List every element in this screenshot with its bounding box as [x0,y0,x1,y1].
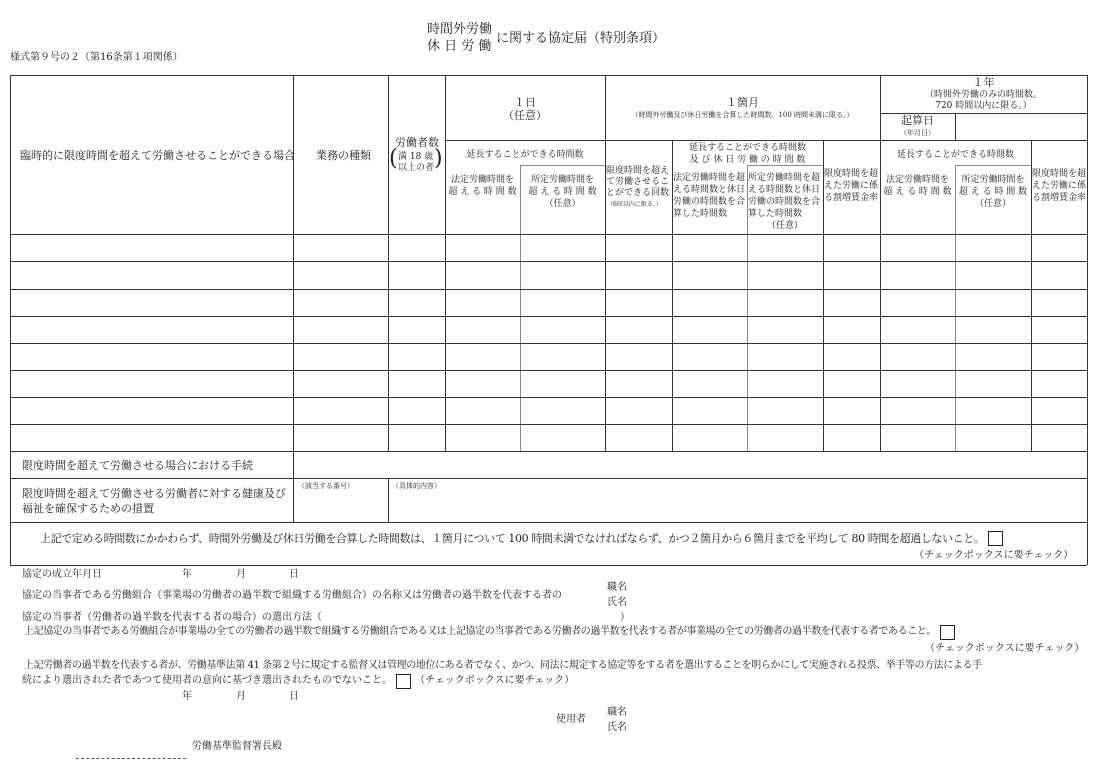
table-cell[interactable] [956,317,1031,343]
table-cell[interactable] [748,398,823,424]
title-line2: 休 日 労 働 [427,39,492,54]
table-cell[interactable] [956,262,1031,289]
table-cell[interactable] [673,371,747,397]
grid-line [10,565,1087,566]
table-cell[interactable] [606,425,672,451]
table-cell[interactable] [294,425,388,451]
confirm2-text: 続により選出された者であつて使用者の意向に基づき選出されたものでないこと。 [22,675,392,687]
month-label: 月 [236,569,246,580]
table-cell[interactable] [521,235,605,261]
table-cell[interactable] [673,344,747,370]
month-prescribed-header: 算した時間数 [748,209,803,219]
table-cell[interactable] [389,425,445,451]
table-cell[interactable] [881,371,955,397]
table-cell[interactable] [389,344,445,370]
day-prescribed-header: （任意） [544,199,581,209]
table-cell[interactable] [1032,344,1087,370]
table-cell[interactable] [521,290,605,316]
employer-label: 使用者 [556,714,586,725]
notice-text: 上記で定める時間数にかかわらず、時間外労働及び休日労働を合算した時間数は、１箇月について 100 時間未満でなければならず、かつ２箇月から６箇月までを平均して 80 時間を超過しないこと。 [40,531,985,545]
table-cell[interactable] [294,344,388,370]
table-cell[interactable] [748,371,823,397]
col-workers-header: 労働者数 [395,136,439,149]
table-cell[interactable] [824,290,880,316]
table-cell[interactable] [11,317,293,343]
table-cell[interactable] [606,317,672,343]
table-cell[interactable] [521,371,605,397]
table-cell[interactable] [389,371,445,397]
table-cell[interactable] [11,371,293,397]
year-subheader: （時間外労働のみの時間数。 [924,90,1042,100]
day-legal-header: 超 え る 時 間 数 [448,187,517,197]
col-work-type-header: 業務の種類 [316,149,371,162]
table-cell[interactable] [11,290,293,316]
table-cell[interactable] [748,235,823,261]
agreement-date-label: 協定の成立年月日 [22,569,102,580]
election-method-label: 協定の当事者（労働者の過半数を代表する者の場合）の選出方法（ [22,612,322,623]
confirm1-text: 上記協定の当事者である労働組合が事業場の全ての労働者の過半数で組織する労働組合である又は上記協定の当事者である労働者の過半数を代表する者が事業場の全ての労働者の過半数を代表する者であること。 [24,626,936,638]
health-label: 福祉を確保するための措置 [22,502,154,515]
month-times-header: て労働させるこ [606,177,670,187]
start-date-field[interactable] [956,114,1087,140]
month-extend-header: 及 び 休 日 労 働 の 時 間 数 [689,155,806,165]
table-cell[interactable] [446,398,520,424]
month-legal-header: 労働の時間数を合 [673,197,746,207]
year-prescribed-header: 所定労働時間を [961,175,1025,185]
month-times-header: 限度時間を超え [606,166,670,176]
paren-close: ) [434,146,443,171]
table-cell[interactable] [606,344,672,370]
confirm2-row [22,674,574,689]
table-cell[interactable] [748,344,823,370]
month-prescribed-header: える時間数と休日 [748,185,821,195]
health-label: 限度時間を超えて労働させる労働者に対する健康及び [22,487,286,500]
table-cell[interactable] [1032,371,1087,397]
table-cell[interactable] [11,398,293,424]
grid-line [955,165,1031,166]
month-header: １箇月 [726,96,759,109]
table-cell[interactable] [606,371,672,397]
title-line1: 時間外労働 [427,22,493,37]
month-legal-header: 法定労働時間を超 [673,173,746,183]
year-prescribed-header: （任意） [974,199,1011,209]
year-label: 年 [182,569,192,580]
year-header: １年 [972,76,995,89]
table-cell[interactable] [521,398,605,424]
table-cell[interactable] [389,235,445,261]
table-cell[interactable] [824,235,880,261]
confirm1-checkbox[interactable] [940,625,955,640]
table-cell[interactable] [1032,262,1087,289]
year-extend-header: 延長することができる時間数 [896,150,1014,160]
table-cell[interactable] [673,235,747,261]
table-cell[interactable] [824,262,880,289]
grid-line [388,478,389,522]
table-cell[interactable] [294,262,388,289]
table-cell[interactable] [294,235,388,261]
table-cell[interactable] [673,425,747,451]
day-header: １日 [514,96,536,109]
col-workers-note: 満 18 歳 [398,152,434,162]
month-prescribed-header: 所定労働時間を超 [748,173,821,183]
table-cell[interactable] [11,344,293,370]
year-prescribed-header: 超 え る 時 間 数 [958,187,1028,197]
table-cell[interactable] [11,425,293,451]
table-cell[interactable] [446,425,520,451]
notice-checkbox[interactable] [988,531,1003,546]
month-rate-header: えた労働に係 [824,181,879,191]
procedure-field[interactable] [294,452,1087,478]
grid-line [445,140,880,141]
grid-line [880,140,1087,141]
table-cell[interactable] [881,235,955,261]
table-cell[interactable] [673,317,747,343]
form-number: 様式第９号の２（第16条第１項関係） [10,52,183,63]
day-label: 日 [289,691,299,702]
day-prescribed-header: 超 え る 時 間 数 [528,187,597,197]
col-case-header: 臨時的に限度時間を超えて労働させることができる場合 [20,149,295,162]
confirm2-checkbox[interactable] [396,674,411,689]
union-position-label: 職名 [607,582,627,593]
table-cell[interactable] [956,290,1031,316]
start-date-note: （年月日） [900,129,935,137]
table-cell[interactable] [673,398,747,424]
year-subheader: 720 時間以内に限る。） [935,101,1032,111]
month-times-note: （6回以内に限る。） [607,201,662,208]
day-label: 日 [289,569,299,580]
grid-line [520,165,605,166]
year-rate-header: えた労働に係 [1032,181,1087,191]
election-method-close: ） [620,612,630,623]
table-cell[interactable] [956,344,1031,370]
paren-open: ( [389,146,398,171]
table-cell[interactable] [606,290,672,316]
table-cell[interactable] [881,290,955,316]
health-detail-field[interactable]: （具体的内容） [392,482,441,490]
start-date-label: 起算日 [901,114,934,127]
table-cell[interactable] [1032,425,1087,451]
month-legal-header: 算した時間数 [673,209,728,219]
table-cell[interactable] [294,371,388,397]
employer-position-label: 職名 [607,707,627,718]
col-workers-note: 以上の者 [398,163,435,173]
grid-line [1087,75,1088,565]
table-cell[interactable] [389,317,445,343]
table-cell[interactable] [521,425,605,451]
table-cell[interactable] [881,317,955,343]
procedure-label: 限度時間を超えて労働させる場合における手続 [22,459,253,472]
year-rate-header: 限度時間を超 [1032,169,1087,179]
table-cell[interactable] [956,371,1031,397]
month-rate-header: 限度時間を超 [824,169,879,179]
union-name-label: 氏名 [607,597,627,608]
year-legal-header: 法定労働時間を [885,175,949,185]
health-number-field[interactable]: （該当する番号） [298,482,354,490]
table-cell[interactable] [389,398,445,424]
table-cell[interactable] [389,290,445,316]
table-cell[interactable] [824,344,880,370]
table-cell[interactable] [748,317,823,343]
month-prescribed-header: （任意） [766,221,803,231]
table-cell[interactable] [521,317,605,343]
employer-name-label: 氏名 [607,722,627,733]
month-subheader: （時間外労働及び休日労働を合算した時間数。100 時間未満に限る。） [631,111,854,119]
month-extend-header: 延長することができる時間数 [688,143,806,153]
table-cell[interactable] [446,235,520,261]
table-cell[interactable] [1032,290,1087,316]
table-cell[interactable] [11,262,293,289]
grid-line [10,478,1087,479]
month-legal-header: える時間数と休日 [673,185,746,195]
table-cell[interactable] [824,371,880,397]
confirm1-check-note: （チェックボックスに要チェック） [925,643,1085,654]
table-cell[interactable] [294,398,388,424]
office-addressee: 労働基準監督署長殿 [192,741,282,752]
year-label: 年 [182,691,192,702]
table-cell[interactable] [606,262,672,289]
month-times-header: とができる回数 [606,188,670,198]
table-cell[interactable] [748,425,823,451]
confirm2-check-note: （チェックボックスに要チェック） [415,675,575,687]
month-prescribed-header: 労働の時間数を合 [748,197,821,207]
day-prescribed-header: 所定労働時間を [530,175,594,185]
year-legal-header: 超 え る 時 間 数 [883,187,952,197]
table-cell[interactable] [446,262,520,289]
table-cell[interactable] [956,235,1031,261]
table-cell[interactable] [881,262,955,289]
table-cell[interactable] [956,425,1031,451]
table-cell[interactable] [881,344,955,370]
table-cell[interactable] [673,290,747,316]
year-rate-header: る割増賃金率 [1032,193,1087,203]
table-cell[interactable] [446,344,520,370]
table-cell[interactable] [446,371,520,397]
notice-check-note: （チェックボックスに要チェック） [914,550,1074,561]
union-label: 協定の当事者である労働組合（事業場の労働者の過半数で組織する労働組合）の名称又は労働者の過半数を代表する者の [22,590,562,601]
table-cell[interactable] [606,235,672,261]
table-cell[interactable] [521,262,605,289]
table-cell[interactable] [748,262,823,289]
table-cell[interactable] [389,262,445,289]
table-cell[interactable] [294,317,388,343]
table-cell[interactable] [1032,235,1087,261]
table-cell[interactable] [1032,398,1087,424]
table-cell[interactable] [824,398,880,424]
grid-line [10,522,1087,523]
table-cell[interactable] [824,317,880,343]
table-cell[interactable] [446,290,520,316]
table-cell[interactable] [446,317,520,343]
confirm1-row [24,625,955,640]
table-cell[interactable] [11,235,293,261]
table-cell[interactable] [881,425,955,451]
table-cell[interactable] [881,398,955,424]
table-cell[interactable] [673,262,747,289]
day-subheader: （任意） [503,109,547,122]
table-cell[interactable] [606,398,672,424]
notice-row [40,531,1003,546]
table-cell[interactable] [956,398,1031,424]
table-cell[interactable] [294,290,388,316]
confirm2-text: 上記労働者の過半数を代表する者が、労働基準法第 41 条第２号に規定する監督又は管理の地位にある者でなく、かつ、同法に規定する協定等をする者を選出することを明らかにして実施される投票、挙手等の方法による手 [24,660,982,671]
table-cell[interactable] [1032,317,1087,343]
table-cell[interactable] [521,344,605,370]
table-cell[interactable] [824,425,880,451]
month-rate-header: る割増賃金率 [824,193,879,203]
month-label: 月 [236,691,246,702]
day-extend-header: 延長することができる時間数 [466,150,584,160]
table-cell[interactable] [748,290,823,316]
page-title: に関する協定届（特別条項） [496,31,666,46]
office-name-line[interactable] [76,758,186,759]
day-legal-header: 法定労働時間を [450,175,514,185]
